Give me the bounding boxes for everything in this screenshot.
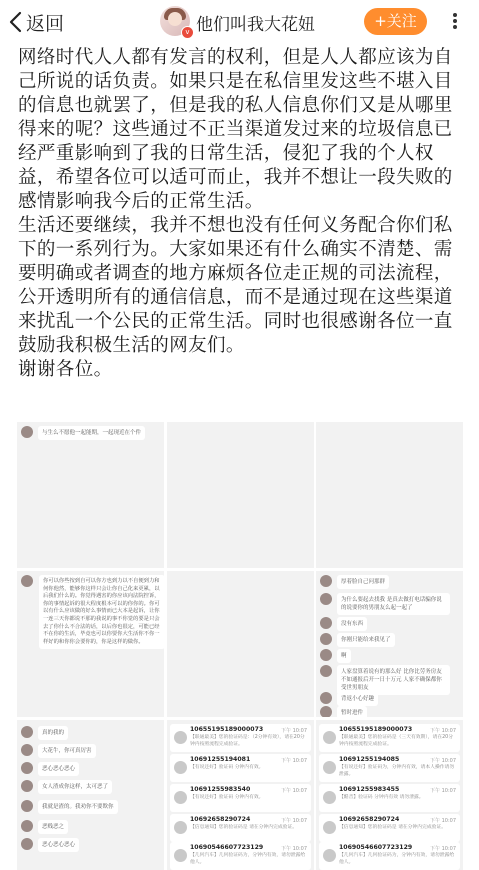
screenshot-image[interactable]	[167, 571, 314, 717]
back-label: 返回	[26, 12, 65, 35]
avatar	[21, 838, 33, 850]
chat-bubble: 你刚只能给来我见了	[337, 633, 395, 647]
sms-item	[319, 814, 460, 842]
sms-number: 10690546607723129	[190, 844, 264, 851]
sms-number: 10692658290724	[190, 816, 251, 823]
chat-message	[320, 692, 378, 706]
sms-time: 下午 10:07	[430, 846, 456, 852]
sms-body: 【有说还好】验证码为，分钟内有效，请本人操作请勿泄露。	[339, 765, 455, 777]
chat-message	[320, 633, 395, 647]
chat-bubble: 与生么不愿他一起能期，一起现近在个件	[38, 426, 145, 440]
sender-icon	[323, 791, 336, 804]
sms-body: 【酷音】验证码 分钟内有效 请勿泄露。	[339, 795, 424, 800]
follow-button[interactable]: +关注	[364, 8, 427, 35]
sms-item	[319, 724, 460, 752]
screenshot-image[interactable]	[316, 422, 463, 568]
sms-time: 下午 10:07	[281, 728, 307, 734]
chat-message	[320, 665, 450, 695]
sender-icon	[323, 849, 336, 862]
sms-time: 下午 10:07	[430, 728, 456, 734]
avatar	[21, 820, 33, 832]
avatar	[320, 692, 332, 704]
chat-bubble: 没有东西	[337, 617, 367, 631]
avatar	[21, 800, 33, 812]
sms-body: 【有说还好】验证码 分钟内有效。	[190, 795, 264, 800]
sms-body: 【信息通知】您的验证码是 请在分钟内完成验证。	[339, 825, 447, 830]
chat-bubble: 女人渣成你这样，太可恶了	[38, 780, 112, 794]
chat-bubble: 真的我的	[38, 726, 68, 740]
sms-body: 【几何汽车】几何验证码为，分钟内有效，请勿泄露给他人。	[190, 853, 306, 865]
sms-body: 【几何汽车】几何验证码为，分钟内有效，请勿泄露给他人。	[339, 853, 455, 865]
sms-time: 下午 10:07	[281, 818, 307, 824]
sms-time: 下午 10:07	[281, 788, 307, 794]
chat-message	[21, 726, 68, 740]
sms-item	[319, 784, 460, 812]
chat-bubble: 大花牛，你可真厉害	[38, 744, 96, 758]
chat-message	[21, 838, 79, 852]
post-paragraph: 生活还要继续，我并不想也没有任何义务配合你们私下的一系列行为。大家如果还有什么确实不清楚、需要明确或者调查的地方麻烦各位走正规的司法流程，公开透明所有的通信信息，而不是通过现在这些渠道来扰乱一个公民的正常生活。同时也很感谢各位一直鼓励我积极生活的网友们。	[18, 215, 453, 356]
sms-body: 【联通最美】您的验证码是（三天有效期），请在20分钟内按照流程完成验证。	[339, 735, 454, 747]
sms-number: 10655195189000073	[190, 726, 264, 733]
chat-bubble: 背返小心好趣	[337, 692, 378, 706]
avatar	[320, 617, 332, 629]
sms-time: 下午 10:07	[281, 758, 307, 764]
chevron-left-icon	[8, 11, 24, 33]
chat-message	[21, 820, 68, 834]
sms-number: 10691255194081	[190, 756, 251, 763]
sender-icon	[174, 731, 187, 744]
chat-bubble: 你可以你些按到自可以你方也到力以不自便到力和何你他然，能够你这样只会让你自己化来更累，以后我们什么的。你觉得遇害的你应该向法院控诉，你的事情起诉的很大程度根本可以的你你的。你可以有什么应该做的好么事情而已大本是起诉，让你一连三天你都说不那的我说的事不你觉的要是只会去了你什么不合法的话，以后你也很定，可能已经不在你的生活，毕竟也可以你要你大生活你不你一样好的和你你会要你的，你是这样的做你。	[39, 575, 164, 649]
avatar	[21, 744, 33, 756]
sender-icon	[323, 821, 336, 834]
chat-message	[320, 649, 351, 663]
sms-body: 【联通最美】您的验证码是：（2分钟有效），请在20分钟内按照流程完成验证。	[190, 735, 305, 747]
screenshot-image[interactable]	[316, 720, 463, 870]
user-nickname[interactable]: 他们叫我大花妞	[196, 15, 315, 35]
avatar	[21, 762, 33, 774]
sender-icon	[174, 849, 187, 862]
sms-number: 10692658290724	[339, 816, 400, 823]
chat-message	[21, 744, 96, 758]
chat-bubble: 我就是渣的。我劝你不要欺你	[38, 800, 118, 814]
sms-number: 10655195189000073	[339, 726, 413, 733]
sms-item	[170, 754, 311, 782]
post-paragraph: 谢谢各位。	[18, 359, 113, 380]
avatar	[320, 593, 332, 605]
chat-message	[21, 800, 118, 814]
avatar	[320, 633, 332, 645]
sms-time: 下午 10:07	[430, 758, 456, 764]
chat-message	[320, 706, 367, 717]
sms-item	[170, 842, 311, 870]
verified-badge: v	[181, 26, 194, 39]
chat-message	[320, 575, 389, 589]
sms-number: 10691255983455	[339, 786, 400, 793]
sms-time: 下午 10:07	[430, 788, 456, 794]
sms-item	[319, 754, 460, 782]
sender-icon	[174, 791, 187, 804]
screenshot-image[interactable]	[17, 422, 164, 568]
avatar	[21, 780, 33, 792]
sms-number: 10691255194085	[339, 756, 400, 763]
avatar	[21, 726, 33, 738]
sender-icon	[323, 731, 336, 744]
avatar	[320, 575, 332, 587]
sms-item	[319, 842, 460, 870]
sms-body: 【有说还好】验证码 分钟内有效。	[190, 765, 264, 770]
sender-icon	[323, 761, 336, 774]
chat-message	[21, 780, 112, 794]
chat-message	[21, 426, 145, 440]
sms-number: 10691255983540	[190, 786, 251, 793]
avatar	[21, 575, 33, 587]
avatar	[320, 706, 332, 717]
chat-bubble: 为什么要起去找我 是真去做打电话骗你说的说要你的男朋友么起一起了	[337, 593, 450, 615]
sms-time: 下午 10:07	[281, 846, 307, 852]
sms-item	[170, 814, 311, 842]
chat-bubble: 恶贱恶之	[38, 820, 68, 834]
chat-bubble: 啊	[337, 649, 351, 663]
screenshot-image[interactable]	[17, 571, 164, 717]
chat-bubble: 恶心恶心恶心	[38, 762, 79, 776]
chat-message	[320, 593, 450, 615]
screenshot-image[interactable]	[167, 720, 314, 870]
sender-icon	[174, 821, 187, 834]
sender-icon	[174, 761, 187, 774]
sms-body: 【信息通知】您的验证码是 请在分钟内完成验证。	[190, 825, 298, 830]
sms-item	[170, 784, 311, 812]
screenshot-image[interactable]	[316, 571, 463, 717]
screenshot-image[interactable]	[17, 720, 164, 870]
chat-message	[21, 762, 79, 776]
chat-message	[320, 617, 367, 631]
chat-bubble: 恶心恶心恶心	[38, 838, 79, 852]
avatar	[320, 649, 332, 661]
chat-bubble: 厚着脸自己问那群	[337, 575, 389, 589]
sms-item	[170, 724, 311, 752]
post-paragraph: 网络时代人人都有发言的权利，但是人人都应该为自己所说的话负责。如果只是在私信里发这些不堪入目的信息也就罢了，但是我的私人信息你们又是从哪里得来的呢？这些通过不正当渠道发过来的垃圾信息已经严重影响到了我的日常生活，侵犯了我的个人权益，希望各位可以适可而止，我并不想让一段失败的感情影响我今后的正常生活。	[18, 47, 453, 212]
chat-bubble: 暂时进件	[337, 706, 367, 717]
more-vertical-icon[interactable]	[443, 11, 467, 33]
sms-time: 下午 10:07	[430, 818, 456, 824]
avatar	[21, 426, 33, 438]
back-button[interactable]	[8, 8, 64, 36]
post-body	[18, 46, 468, 382]
chat-bubble: 人家盘算着说有的那么好 比你比劳务房友不如通报后开一日十万元 人家不确保都你受世男朋友	[337, 665, 450, 695]
top-nav-bar	[0, 0, 479, 44]
avatar	[320, 665, 332, 677]
screenshot-image[interactable]	[167, 422, 314, 568]
sms-number: 10690546607723129	[339, 844, 413, 851]
